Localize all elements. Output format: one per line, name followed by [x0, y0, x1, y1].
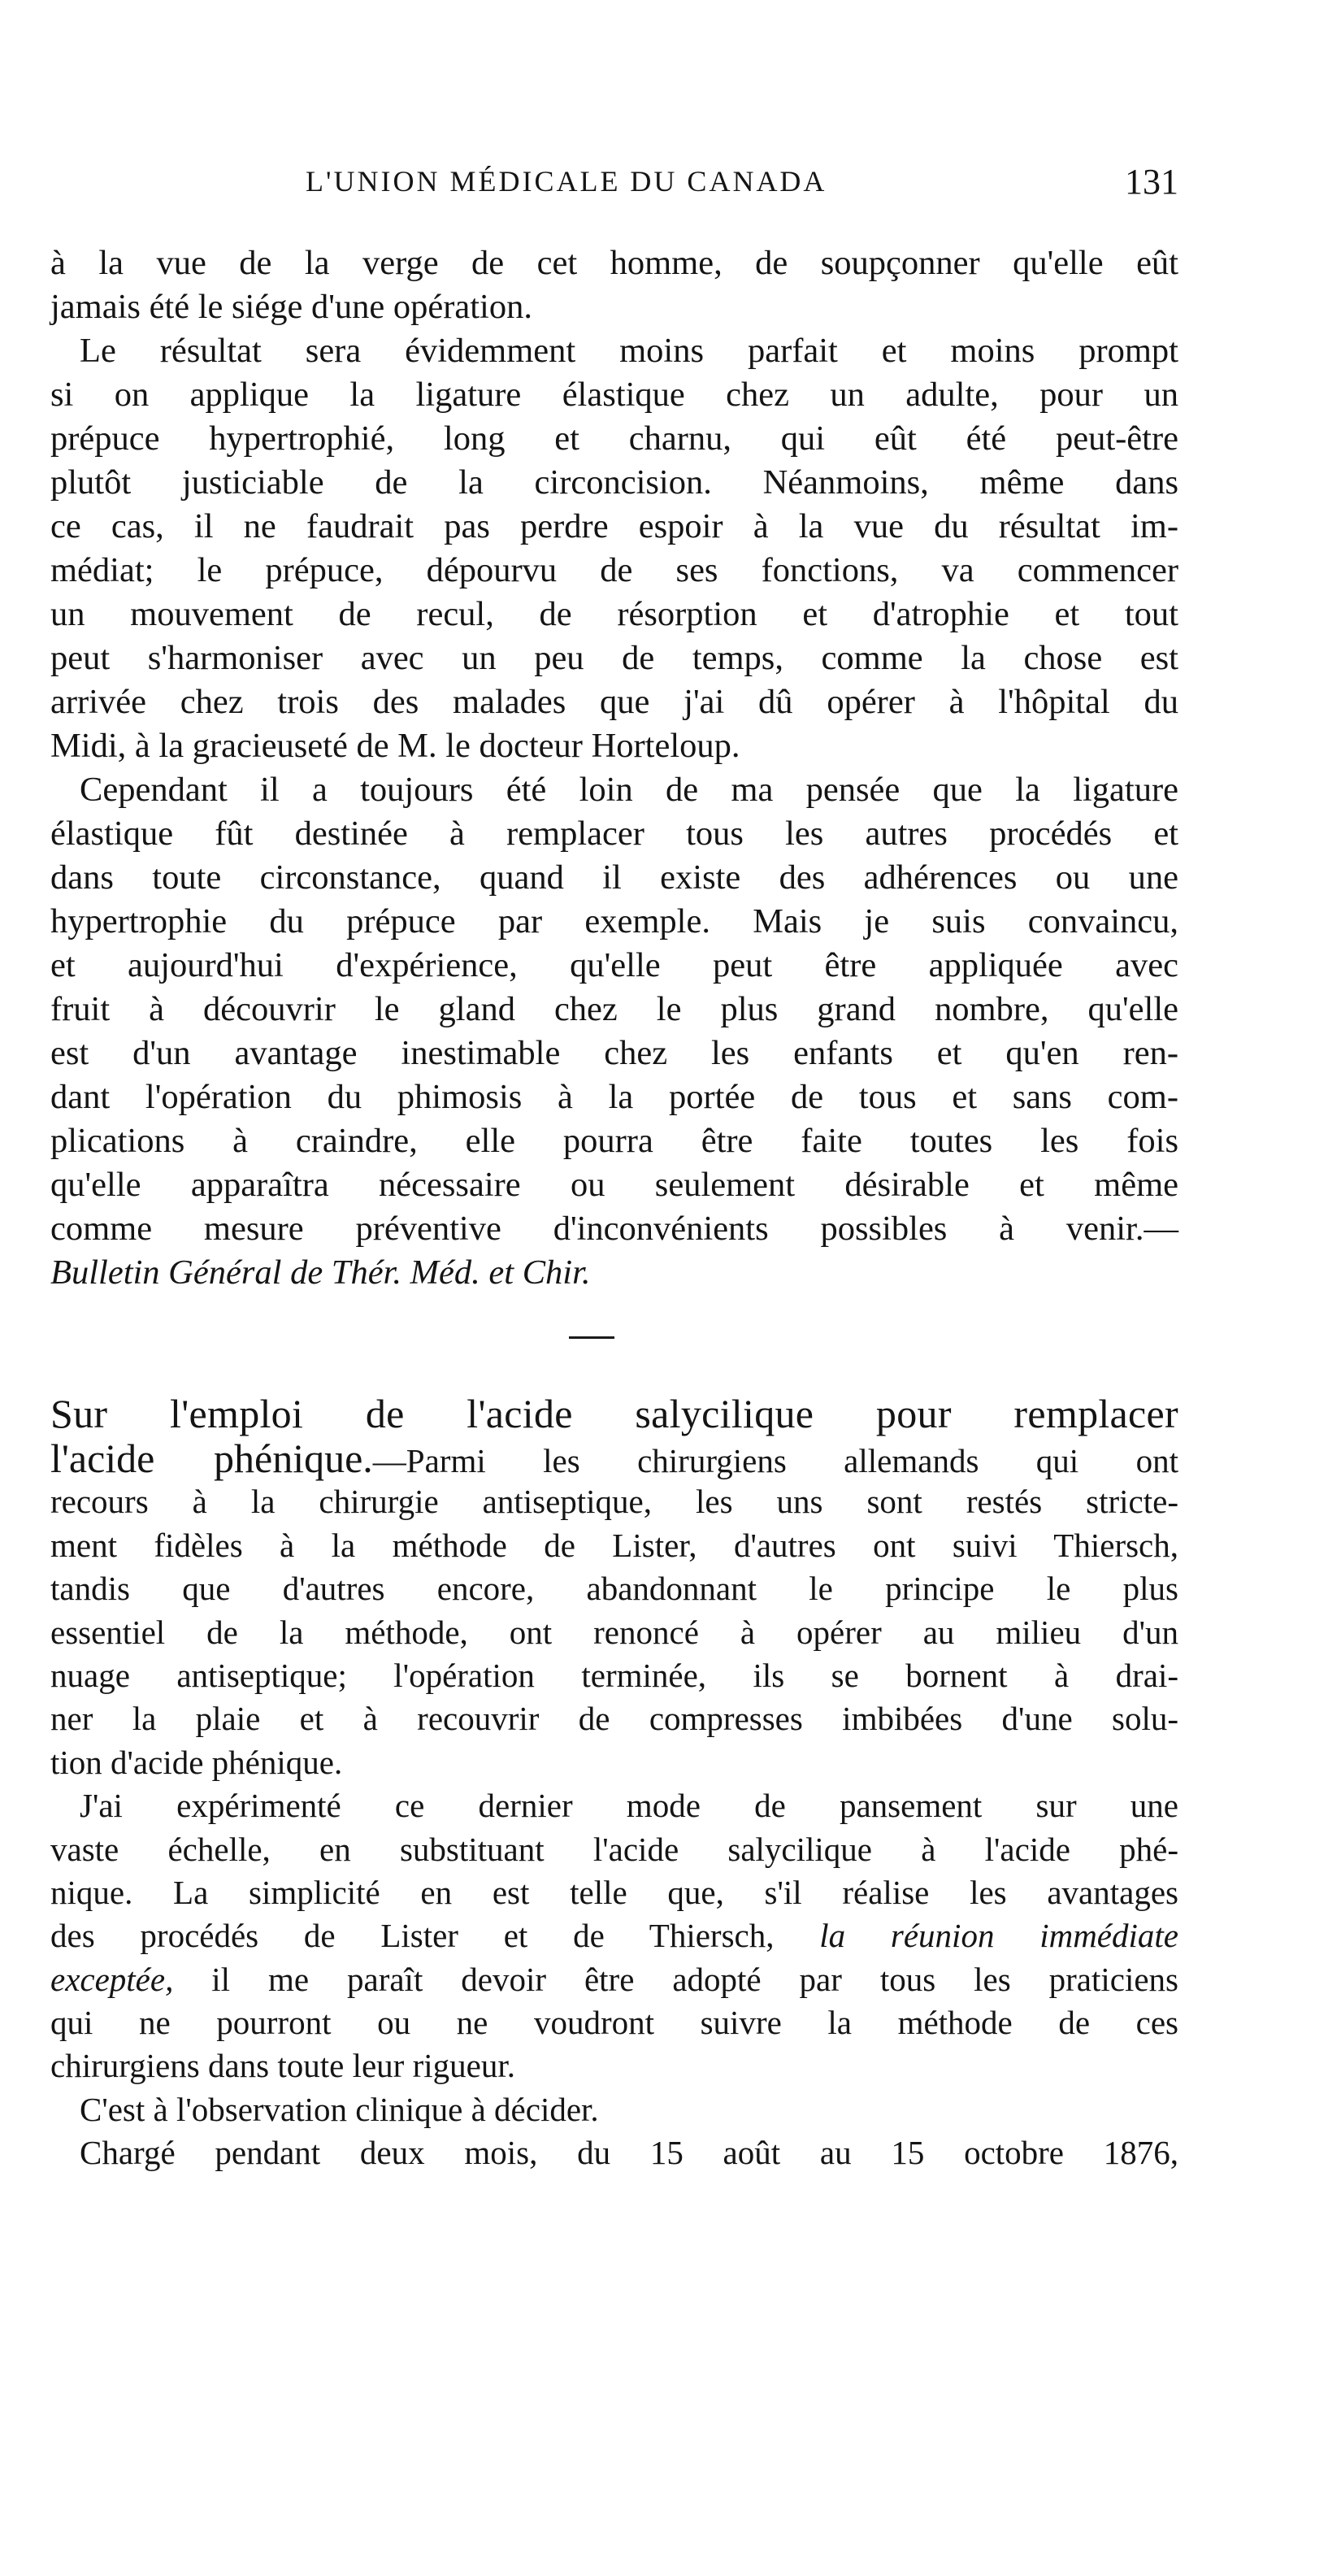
text-line: plutôt justiciable de la circoncision. Néanmoins, même dans: [50, 463, 1178, 502]
article-continuation: [50, 241, 1178, 1295]
section-divider: [569, 1336, 614, 1339]
text-line: Cependant il a toujours été loin de ma pensée que la ligature: [80, 771, 1178, 809]
text-line: et aujourd'hui d'expérience, qu'elle peut être appliquée avec: [50, 946, 1178, 984]
article-acide-salycilique: [50, 1390, 1178, 2175]
italic-run: la réunion immédiate: [819, 1917, 1178, 1955]
running-head: [49, 164, 1178, 205]
text-line: est d'un avantage inestimable chez les enfants et qu'en ren-: [50, 1034, 1178, 1072]
text-line: Midi, à la gracieuseté de M. le docteur Horteloup.: [50, 727, 740, 765]
journal-title: L'UNION MÉDICALE DU CANADA: [306, 165, 827, 198]
text-line: dans toute circonstance, quand il existe des adhérences ou une: [50, 858, 1178, 897]
text-line: qu'elle apparaîtra nécessaire ou seulement désirable et même: [50, 1166, 1178, 1204]
text-line: nuage antiseptique; l'opération terminée, ils se bornent à drai-: [50, 1656, 1178, 1694]
source-citation: Bulletin Général de Thér. Méd. et Chir.: [50, 1253, 591, 1292]
text-line: ment fidèles à la méthode de Lister, d'autres ont suivi Thiersch,: [50, 1526, 1178, 1564]
text-line: ner la plaie et à recouvrir de compresses imbibées d'une solu-: [50, 1700, 1178, 1738]
text-run: il me paraît devoir être adopté par tous les praticiens: [211, 1960, 1178, 1998]
article-heading: Sur l'emploi de l'acide salycilique pour remplacer: [50, 1391, 1178, 1436]
text-line: recours à la chirurgie antiseptique, les uns sont restés stricte-: [50, 1483, 1178, 1521]
text-line: C'est à l'observation clinique à décider.: [80, 2090, 599, 2128]
text-line: J'ai expérimenté ce dernier mode de pansement sur une: [80, 1787, 1178, 1825]
article-heading-continued: l'acide phénique.: [50, 1436, 373, 1481]
text-line: arrivée chez trois des malades que j'ai dû opérer à l'hôpital du: [50, 683, 1178, 721]
text-line: tandis que d'autres encore, abandonnant le principe le plus: [50, 1570, 1178, 1608]
text-line: qui ne pourront ou ne voudront suivre la méthode de ces: [50, 2004, 1178, 2042]
text-line: dant l'opération du phimosis à la portée de tous et sans com-: [50, 1078, 1178, 1116]
text-line: ce cas, il ne faudrait pas perdre espoir à la vue du résultat im-: [50, 507, 1178, 545]
text-line: chirurgiens dans toute leur rigueur.: [50, 2047, 515, 2085]
text-line: fruit à découvrir le gland chez le plus grand nombre, qu'elle: [50, 990, 1178, 1028]
text-line: hypertrophie du prépuce par exemple. Mais je suis convaincu,: [50, 902, 1178, 940]
text-line: jamais été le siége d'une opération.: [50, 288, 532, 326]
text-line: essentiel de la méthode, ont renoncé à opérer au milieu d'un: [50, 1613, 1178, 1651]
text-line: prépuce hypertrophié, long et charnu, qui eût été peut-être: [50, 419, 1178, 458]
page-number: 131: [1125, 162, 1178, 202]
text-line: plications à craindre, elle pourra être faite toutes les fois: [50, 1122, 1178, 1160]
text-line: Chargé pendant deux mois, du 15 août au 15 octobre 1876,: [80, 2134, 1178, 2172]
text-line: si on applique la ligature élastique chez un adulte, pour un: [50, 376, 1178, 414]
text-line: [50, 1958, 1178, 2001]
text-line: un mouvement de recul, de résorption et d'atrophie et tout: [50, 595, 1178, 633]
text-line: Le résultat sera évidemment moins parfait et moins prompt: [80, 332, 1178, 370]
text-line: [50, 1437, 1178, 1480]
text-line: à la vue de la verge de cet homme, de soupçonner qu'elle eût: [50, 244, 1178, 282]
heading-run-in-text: —Parmi les chirurgiens allemands qui ont: [372, 1442, 1178, 1479]
italic-run: exceptée,: [50, 1960, 174, 1998]
text-line: vaste échelle, en substituant l'acide salycilique à l'acide phé-: [50, 1830, 1178, 1868]
text-run: des procédés de Lister et de Thiersch,: [50, 1917, 775, 1955]
text-line: élastique fût destinée à remplacer tous les autres procédés et: [50, 815, 1178, 853]
text-line: médiat; le prépuce, dépourvu de ses fonctions, va commencer: [50, 551, 1178, 589]
text-line: nique. La simplicité en est telle que, s'il réalise les avantages: [50, 1873, 1178, 1911]
text-line: tion d'acide phénique.: [50, 1743, 343, 1781]
text-line: [50, 1914, 1178, 1957]
text-line: comme mesure préventive d'inconvénients possibles à venir.—: [50, 1210, 1178, 1248]
text-line: peut s'harmoniser avec un peu de temps, comme la chose est: [50, 639, 1178, 677]
